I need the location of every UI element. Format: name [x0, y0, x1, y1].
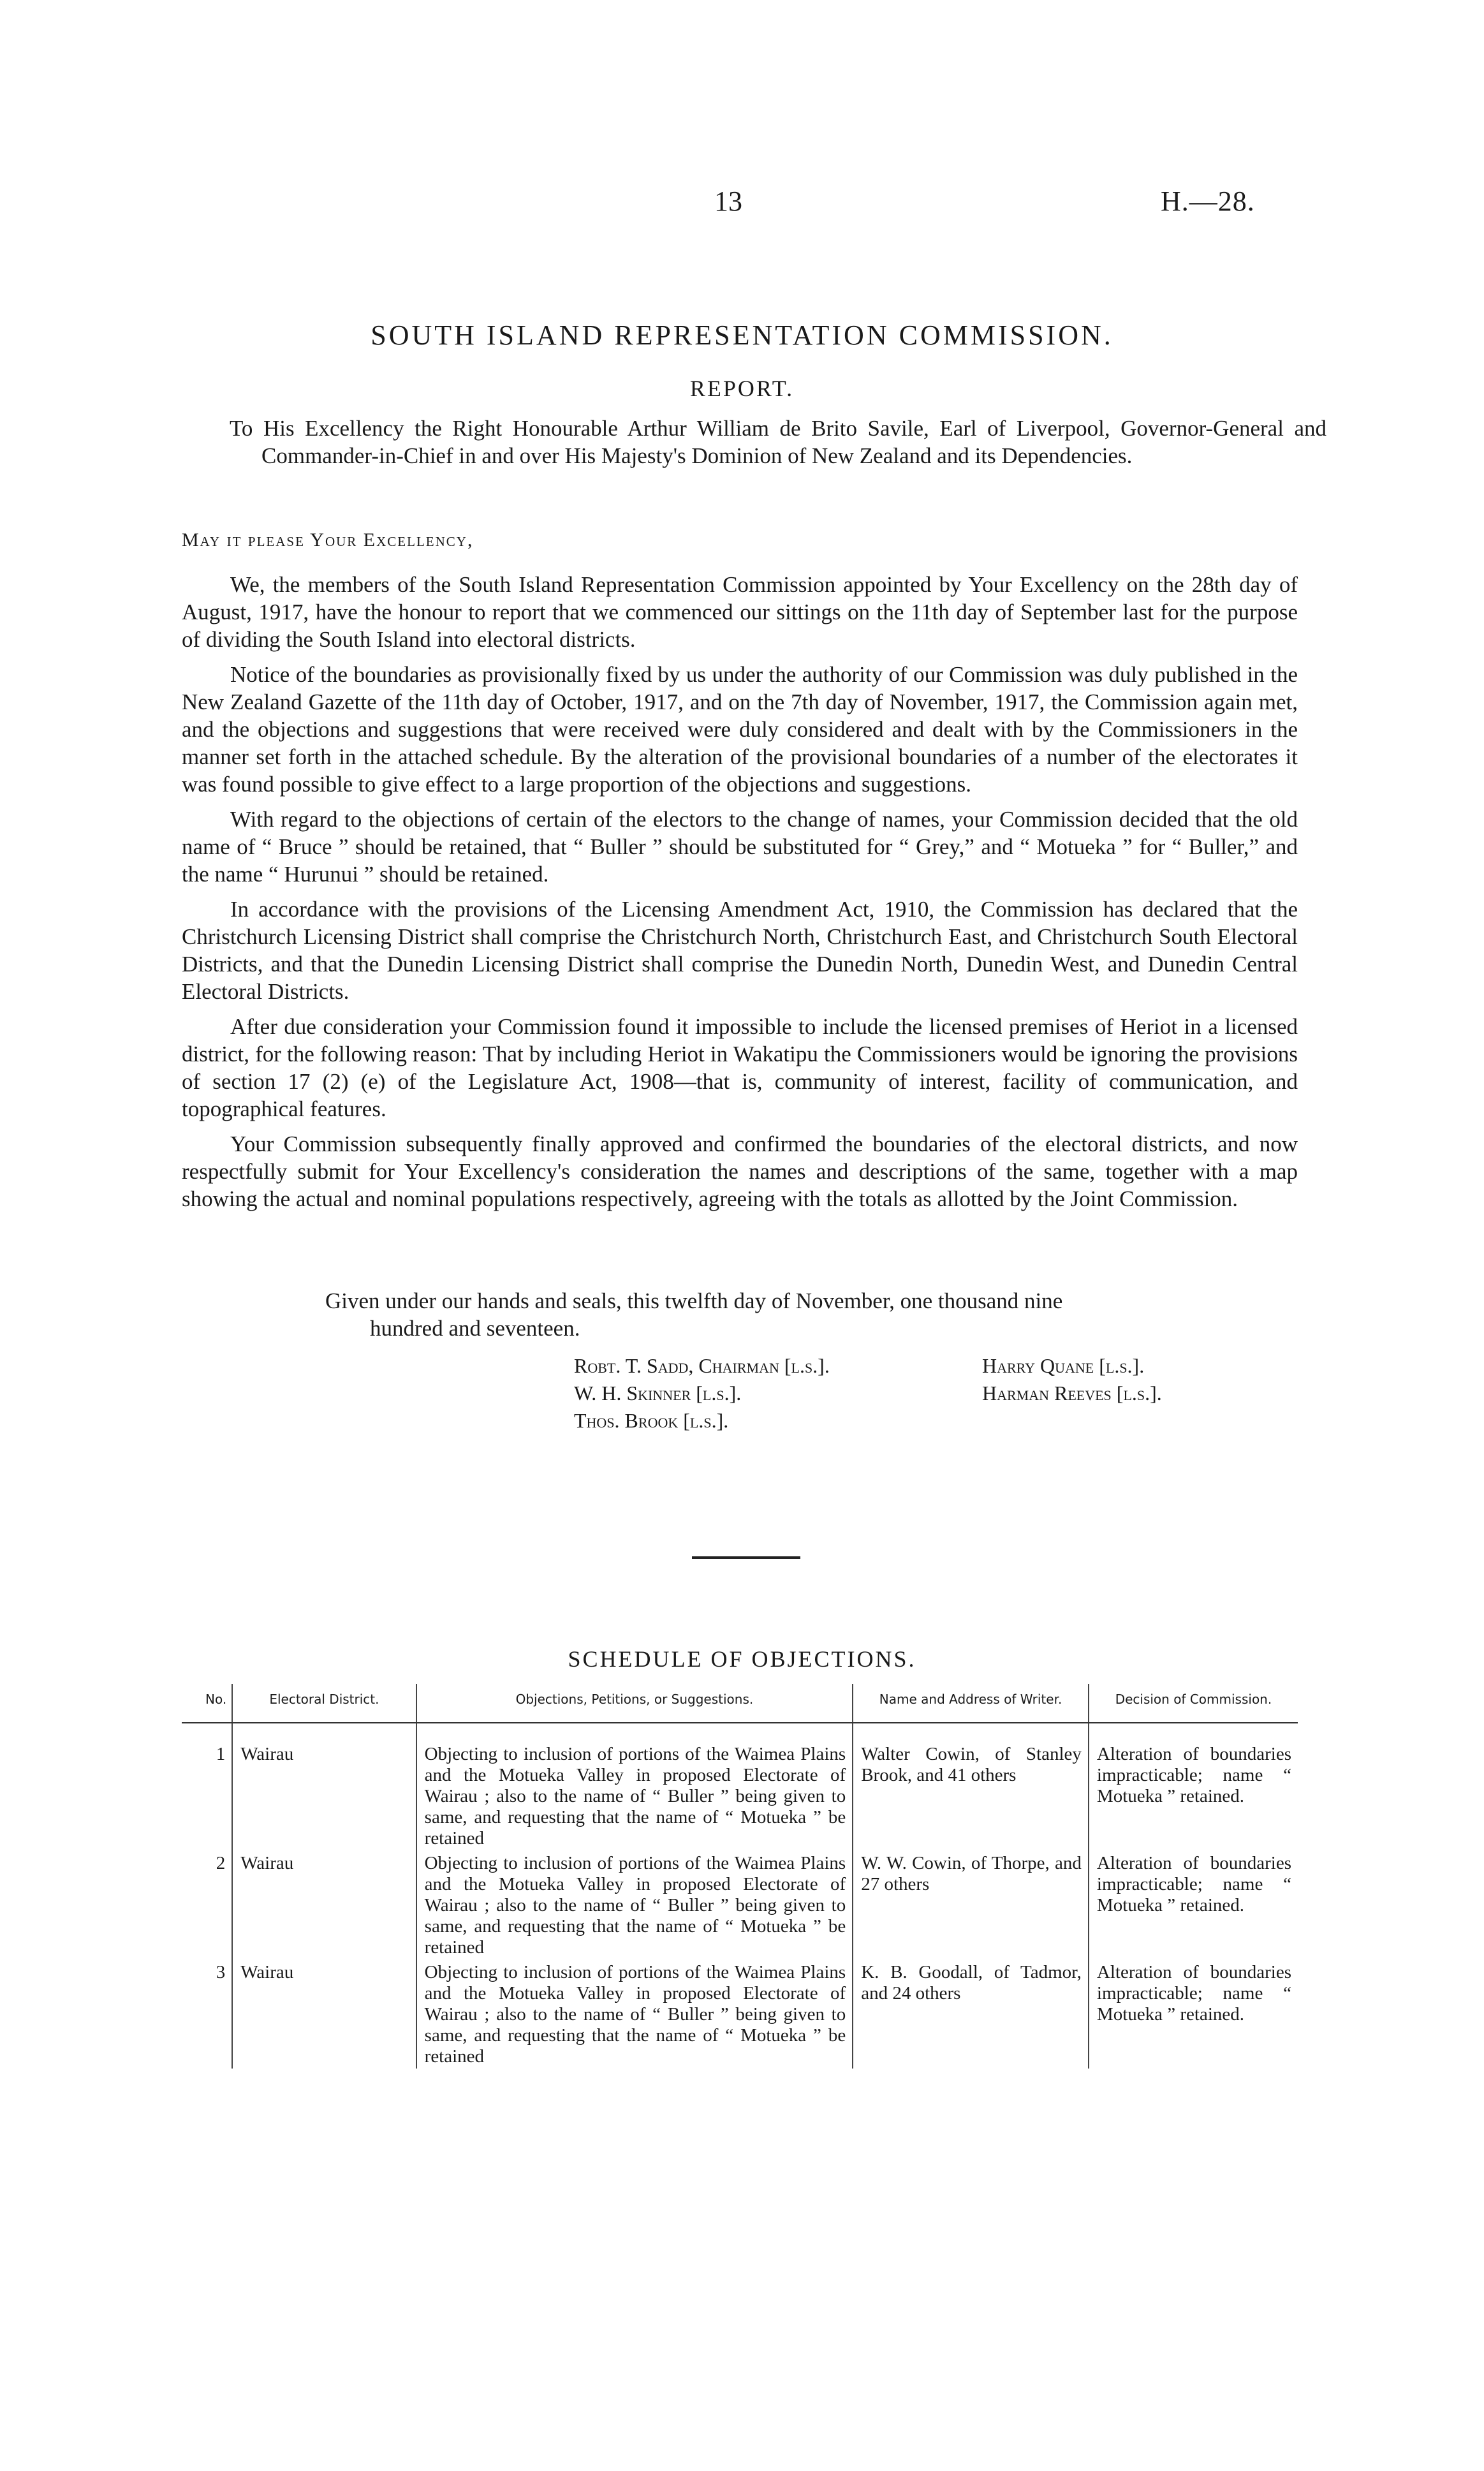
row-decision: Alteration of boundaries impracticable; name “ Motueka ” retained.	[1089, 1850, 1298, 1959]
row-district: Wairau	[232, 1850, 416, 1959]
row-number: 2	[216, 1853, 226, 1873]
column-header-district: Electoral District.	[232, 1684, 416, 1723]
address-to-governor: To His Excellency the Right Honourable Arthur William de Brito Savile, Earl of Liverpool, Governor-General and Commander-in-Chief in and over His Majesty's Dominion of New Zealand and its Dependencies.	[230, 416, 1326, 468]
paragraph-1: We, the members of the South Island Representation Commission appointed by Your Excellency on the 28th day of August, 1917, have the honour to report that we commenced our sittings on the 11th day of September last for the purpose of dividing the South Island into electoral districts.	[182, 572, 1298, 652]
row-decision: Alteration of boundaries impracticable; name “ Motueka ” retained.	[1089, 1959, 1298, 2069]
page-title: SOUTH ISLAND REPRESENTATION COMMISSION.	[371, 320, 1113, 351]
signature: Harry Quane [l.s.].	[982, 1354, 1145, 1377]
table-row	[182, 1850, 1298, 1959]
row-decision: Alteration of boundaries impracticable; name “ Motueka ” retained.	[1089, 1723, 1298, 1850]
signature: W. H. Skinner [l.s.].	[574, 1382, 742, 1405]
row-writer: W. W. Cowin, of Thorpe, and 27 others	[853, 1850, 1089, 1959]
page-number: 13	[714, 186, 742, 217]
row-number: 3	[216, 1962, 226, 1982]
column-header-decision: Decision of Commission.	[1089, 1684, 1298, 1723]
document-reference: H.—28.	[1161, 186, 1255, 217]
report-subtitle: REPORT.	[689, 376, 795, 401]
row-district: Wairau	[232, 1959, 416, 2069]
table-row	[182, 1723, 1298, 1850]
paragraph-6: Your Commission subsequently finally approved and confirmed the boundaries of the electoral districts, and now respectfully submit for Your Excellency's consideration the names and descriptions of the same, together with a map showing the actual and nominal populations respectively, agreeing with the totals as allotted by the Joint Commission.	[182, 1132, 1298, 1211]
paragraph-2: Notice of the boundaries as provisionally fixed by us under the authority of our Commission was duly published in the New Zealand Gazette of the 11th day of October, 1917, and on the 7th day of November, 1917, the Commission again met, and the objections and suggestions that were received were duly considered and dealt with by the Commissioners in the manner set forth in the attached schedule. By the alteration of the provisional boundaries of a number of the electorates it was found possible to give effect to a large proportion of the objections and suggestions.	[182, 662, 1298, 797]
schedule-title: SCHEDULE OF OBJECTIONS.	[568, 1646, 916, 1672]
row-objection: Objecting to inclusion of portions of the Waimea Plains and the Motueka Valley in proposed Electorate of Wairau ; also to the name of “ Buller ” being given to same, and requesting that the name of “ Motueka ” be retained	[416, 1959, 853, 2069]
table-header-row	[182, 1684, 1298, 1723]
row-district: Wairau	[232, 1723, 416, 1850]
salutation: May it please Your Excellency,	[182, 529, 474, 550]
row-objection: Objecting to inclusion of portions of the Waimea Plains and the Motueka Valley in proposed Electorate of Wairau ; also to the name of “ Buller ” being given to same, and requesting that the name of “ Motueka ” be retained	[416, 1723, 853, 1850]
signature: Robt. T. Sadd, Chairman [l.s.].	[574, 1354, 830, 1377]
column-header-writer: Name and Address of Writer.	[853, 1684, 1089, 1723]
column-header-objections: Objections, Petitions, or Suggestions.	[416, 1684, 853, 1723]
row-objection: Objecting to inclusion of portions of the Waimea Plains and the Motueka Valley in proposed Electorate of Wairau ; also to the name of “ Buller ” being given to same, and requesting that the name of “ Motueka ” be retained	[416, 1850, 853, 1959]
row-writer: K. B. Goodall, of Tadmor, and 24 others	[853, 1959, 1089, 2069]
section-divider	[692, 1556, 800, 1559]
schedule-table	[182, 1684, 1298, 2069]
row-number: 1	[216, 1744, 226, 1764]
given-under-hands	[325, 1287, 1295, 1342]
signature: Thos. Brook [l.s.].	[574, 1409, 729, 1432]
paragraph-4: In accordance with the provisions of the Licensing Amendment Act, 1910, the Commission has declared that the Christchurch Licensing District shall comprise the Christchurch North, Christchurch East, and Christchurch South Electoral Districts, and that the Dunedin Licensing District shall comprise the Dunedin North, Dunedin West, and Dunedin Central Electoral Districts.	[182, 897, 1298, 1004]
paragraph-5: After due consideration your Commission found it impossible to include the licensed premises of Heriot in a licensed district, for the following reason: That by including Heriot in Wakatipu the Commissioners would be ignoring the provisions of section 17 (2) (e) of the Legislature Act, 1908—that is, community of interest, facility of communication, and topographical features.	[182, 1014, 1298, 1121]
column-header-no: No.	[182, 1684, 232, 1723]
table-row	[182, 1959, 1298, 2069]
given-line-1: Given under our hands and seals, this twelfth day of November, one thousand nine	[325, 1288, 1063, 1313]
signature: Harman Reeves [l.s.].	[982, 1382, 1162, 1405]
row-writer: Walter Cowin, of Stanley Brook, and 41 others	[853, 1723, 1089, 1850]
paragraph-3: With regard to the objections of certain of the electors to the change of names, your Commission decided that the old name of “ Bruce ” should be retained, that “ Buller ” should be substituted for “ Grey,” and “ Motueka ” for “ Buller,” and the name “ Hurunui ” should be retained.	[182, 807, 1298, 887]
report-body	[182, 571, 1298, 1220]
signatures-left	[574, 1352, 830, 1435]
given-line-2: hundred and seventeen.	[370, 1316, 580, 1341]
signatures-right	[982, 1352, 1162, 1407]
